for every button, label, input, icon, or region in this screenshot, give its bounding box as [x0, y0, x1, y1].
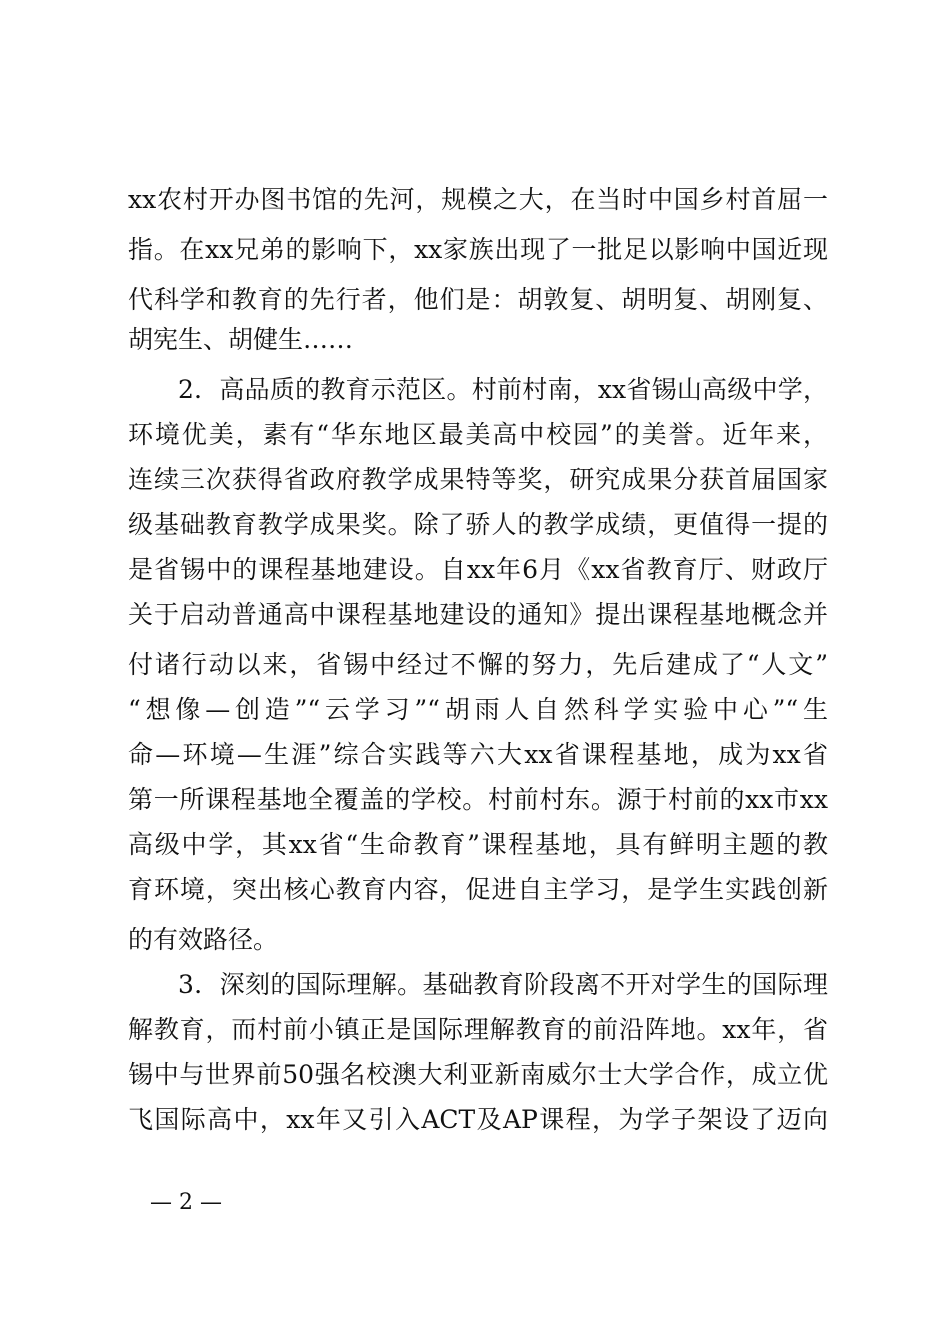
text-line: 锡中与世界前50强名校澳大利亚新南威尔士大学合作，成立优: [128, 1060, 828, 1089]
text-line: 高级中学，其xx省“生命教育”课程基地，具有鲜明主题的教: [128, 830, 828, 859]
text-line: 关于启动普通高中课程基地建设的通知》提出课程基地概念并: [128, 600, 828, 629]
text-line: 付诸行动以来，省锡中经过不懈的努力，先后建成了“人文”: [128, 650, 828, 679]
text-line: “想像—创造”“云学习”“胡雨人自然科学实验中心”“生: [128, 695, 828, 724]
text-line: 育环境，突出核心教育内容，促进自主学习，是学生实践创新: [128, 875, 828, 904]
text-line: 命—环境—生涯”综合实践等六大xx省课程基地，成为xx省: [128, 740, 828, 769]
text-line: 代科学和教育的先行者，他们是：胡敦复、胡明复、胡刚复、: [128, 285, 828, 314]
text-line: 级基础教育教学成果奖。除了骄人的教学成绩，更值得一提的: [128, 510, 828, 539]
text-line: 连续三次获得省政府教学成果特等奖，研究成果分获首届国家: [128, 465, 828, 494]
text-line: 胡宪生、胡健生……: [128, 325, 354, 354]
paragraph-start-line: 3．深刻的国际理解。基础教育阶段离不开对学生的国际理: [178, 970, 828, 999]
text-line: 解教育，而村前小镇正是国际理解教育的前沿阵地。xx年，省: [128, 1015, 828, 1044]
text-line: 飞国际高中，xx年又引入ACT及AP课程，为学子架设了迈向: [128, 1105, 828, 1134]
page-number: — 2 —: [150, 1190, 222, 1215]
text-line: xx农村开办图书馆的先河，规模之大，在当时中国乡村首屈一: [128, 185, 828, 214]
text-line: 指。在xx兄弟的影响下，xx家族出现了一批足以影响中国近现: [128, 235, 828, 264]
text-line: 第一所课程基地全覆盖的学校。村前村东。源于村前的xx市xx: [128, 785, 828, 814]
text-line: 的有效路径。: [128, 925, 279, 954]
text-line: 是省锡中的课程基地建设。自xx年6月《xx省教育厅、财政厅: [128, 555, 828, 584]
text-line: 环境优美，素有“华东地区最美高中校园”的美誉。近年来，: [128, 420, 828, 449]
paragraph-start-line: 2．高品质的教育示范区。村前村南，xx省锡山高级中学，: [178, 375, 828, 404]
